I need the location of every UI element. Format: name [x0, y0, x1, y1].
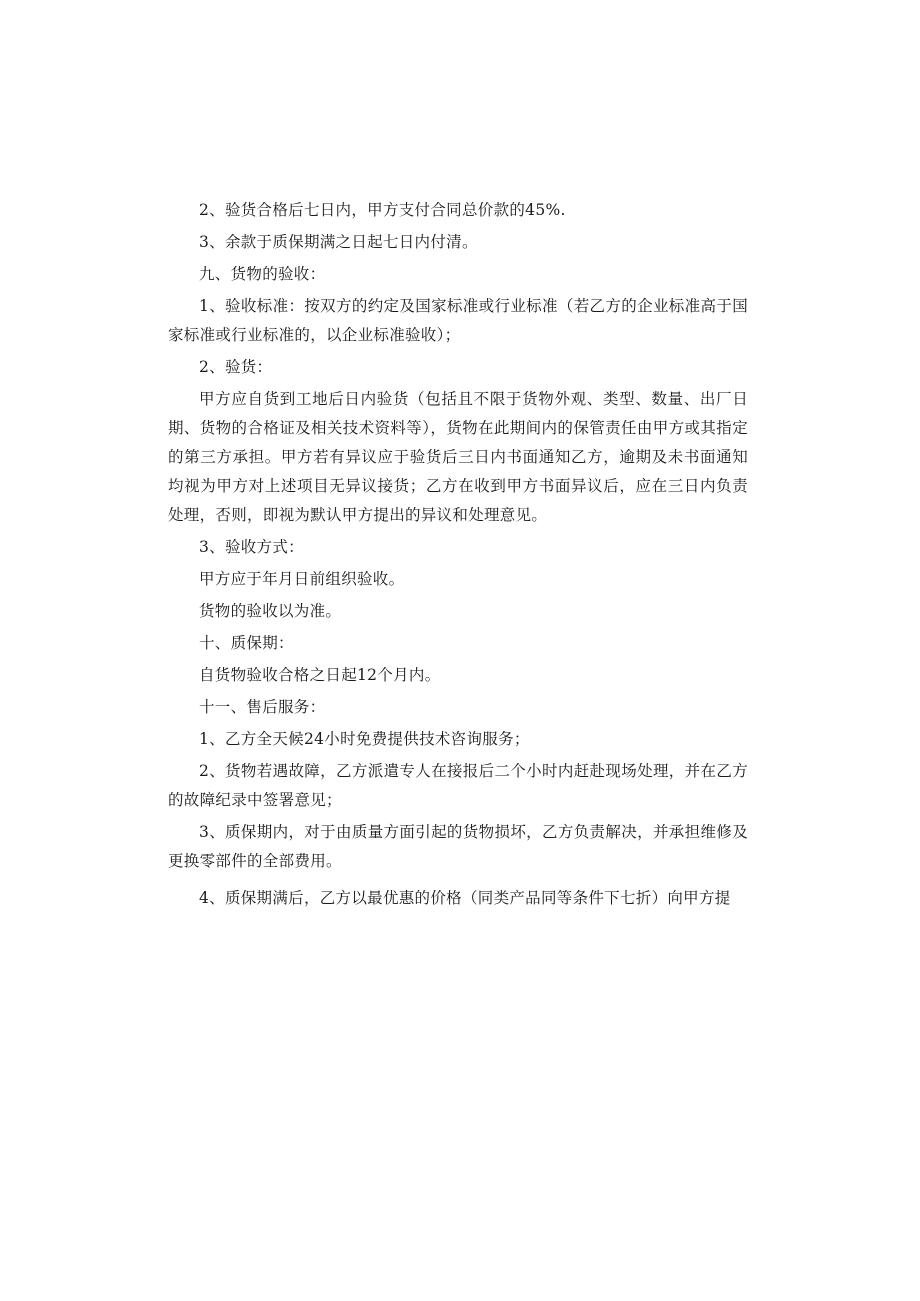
after-sales-item-2: 2、货物若遇故障，乙方派遣专人在接报后二个小时内赶赴现场处理，并在乙方的故障纪录中签署意见；: [168, 762, 748, 809]
section-heading-after-sales: 十一、售后服务：: [199, 698, 326, 716]
inspection-heading: 2、验货：: [199, 358, 273, 376]
payment-clause-2: 2、验货合格后七日内，甲方支付合同总价款的45%.: [199, 201, 566, 219]
after-sales-item-1: 1、乙方全天候24小时免费提供技术咨询服务；: [199, 730, 530, 748]
section-heading-acceptance: 九、货物的验收：: [199, 265, 326, 283]
section-heading-warranty: 十、质保期：: [199, 634, 294, 652]
payment-clause-3: 3、余款于质保期满之日起七日内付清。: [199, 233, 478, 251]
contract-text: [168, 196, 748, 916]
acceptance-basis-text: 货物的验收以为准。: [199, 602, 342, 620]
after-sales-item-3: 3、质保期内，对于由质量方面引起的货物损坏，乙方负责解决，并承担维修及更换零部件的全部费用。: [168, 823, 748, 870]
warranty-period-text: 自货物验收合格之日起12个月内。: [199, 666, 441, 684]
acceptance-method-heading: 3、验收方式：: [199, 538, 304, 556]
acceptance-standard: 1、验收标准：按双方的约定及国家标准或行业标准（若乙方的企业标准高于国家标准或行业标准的，以企业标准验收）；: [168, 297, 748, 344]
inspection-text: 甲方应自货到工地后日内验货（包括且不限于货物外观、类型、数量、出厂日期、货物的合格证及相关技术资料等），货物在此期间内的保管责任由甲方或其指定的第三方承担。甲方若有异议应于验货后三日内书面通知乙方，逾期及未书面通知均视为甲方对上述项目无异议接货；乙方在收到甲方书面异议后，应在三日内负责处理，否则，即视为默认甲方提出的异议和处理意见。: [168, 390, 748, 524]
after-sales-item-4: 4、质保期满后，乙方以最优惠的价格（同类产品同等条件下七折）向甲方提: [199, 889, 731, 907]
acceptance-date-text: 甲方应于年月日前组织验收。: [199, 570, 405, 588]
